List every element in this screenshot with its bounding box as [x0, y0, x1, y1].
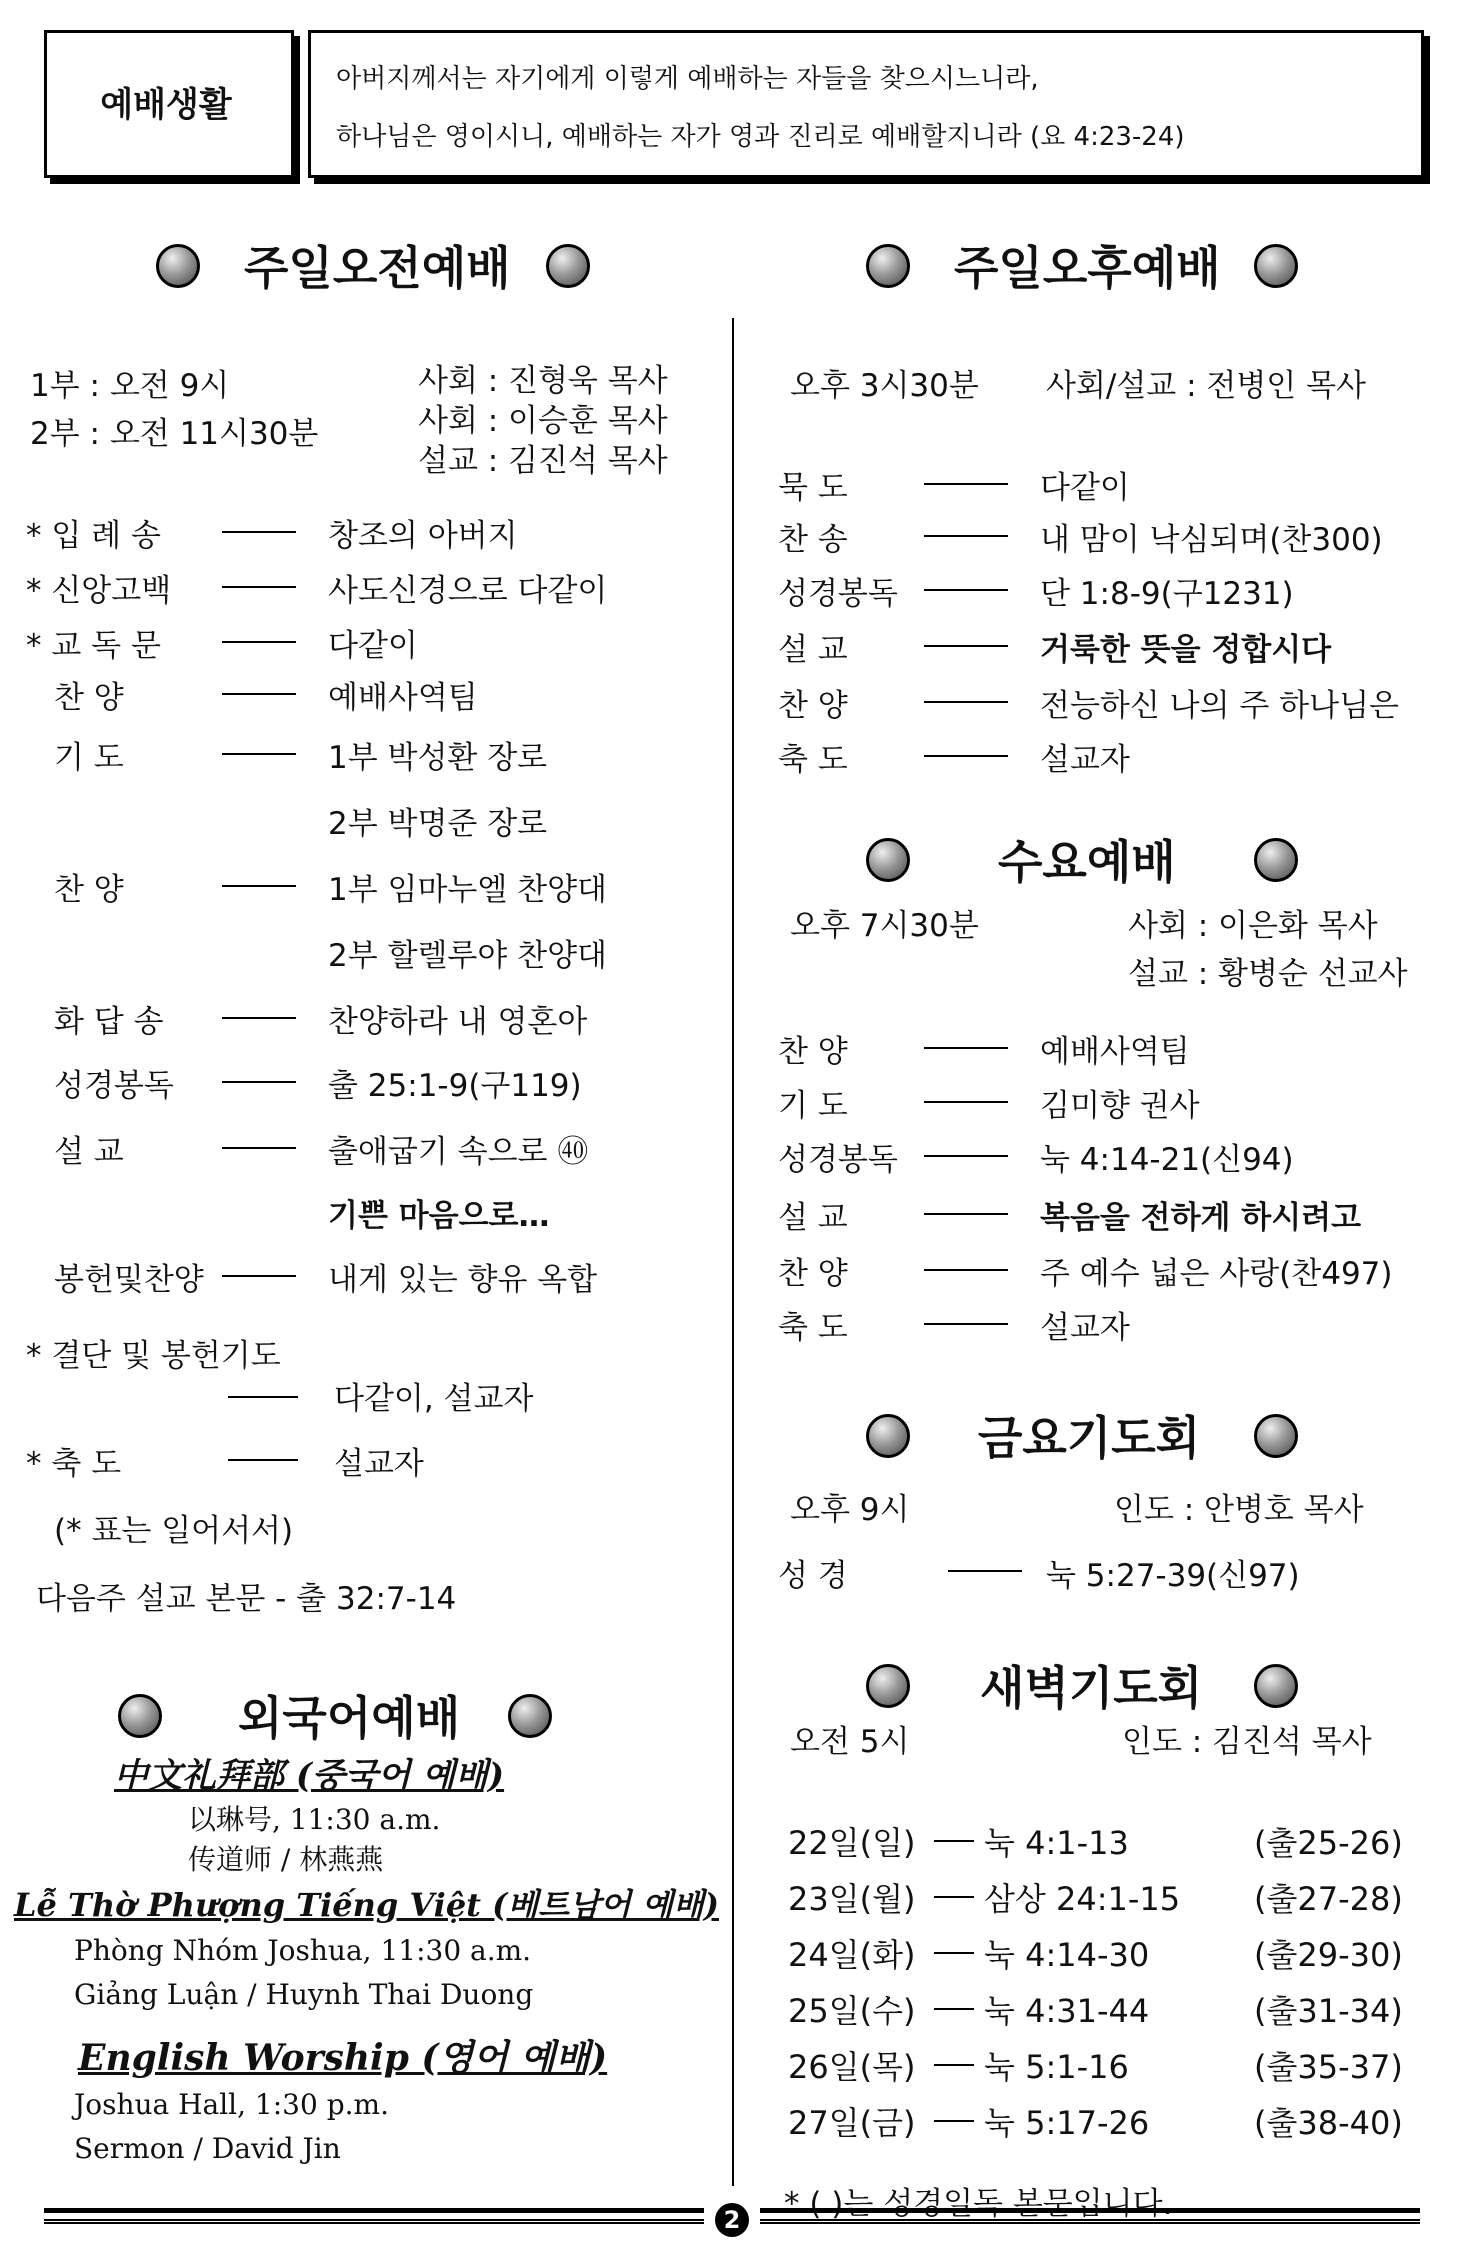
dash-line [222, 693, 296, 695]
dawn-day: 27일(금) [788, 2104, 916, 2142]
page-number: 2 [715, 2203, 749, 2237]
dash-line [222, 753, 296, 755]
dash-line [948, 1570, 1022, 1572]
bullet-ball-icon [118, 1694, 162, 1738]
order-value: 전능하신 나의 주 하나님은 [1040, 688, 1399, 724]
bullet-ball-icon [1254, 1664, 1298, 1708]
dash-line [924, 755, 1008, 757]
section-label: 예배생활 [100, 84, 232, 125]
dash-line [222, 586, 296, 588]
order-label: 찬 양 [778, 1256, 848, 1292]
order-label: 찬 양 [778, 1034, 848, 1070]
viet-line-2: Giảng Luận / Huynh Thai Duong [74, 1978, 534, 2011]
order-label: 찬 송 [778, 522, 848, 558]
wednesday-host: 사회 : 이은화 목사 [1128, 908, 1378, 944]
chinese-line-2: 传道师 / 林燕燕 [188, 1843, 384, 1876]
friday-time: 오후 9시 [790, 1492, 910, 1528]
next-week-text: 다음주 설교 본문 - 출 32:7-14 [36, 1581, 457, 1617]
dawn-day: 26일(목) [788, 2048, 916, 2086]
stand-note: (* 표는 일어서서) [54, 1513, 294, 1549]
order-value: 1부 임마누엘 찬양대 [328, 872, 607, 908]
dash-line [934, 2064, 974, 2066]
dawn-day: 24일(화) [788, 1936, 916, 1974]
morning-preacher: 설교 : 김진석 목사 [418, 443, 668, 479]
order-label: 화 답 송 [54, 1004, 164, 1040]
dash-line [222, 641, 296, 643]
order-label: * 교 독 문 [26, 628, 161, 664]
dawn-passage: 눅 4:1-13 [984, 1824, 1129, 1862]
viet-line-1: Phòng Nhóm Joshua, 11:30 a.m. [74, 1934, 532, 1967]
order-label: 설 교 [778, 632, 848, 668]
dash-line [228, 1459, 298, 1461]
blessing-label: * 축 도 [26, 1446, 122, 1482]
order-label: * 입 례 송 [26, 518, 161, 554]
order-label: 기 도 [778, 1088, 848, 1124]
dash-line [924, 1213, 1008, 1215]
order-value: 예배사역팀 [328, 680, 478, 716]
order-value: 설교자 [1040, 742, 1130, 778]
blessing-value: 설교자 [334, 1446, 424, 1482]
dawn-reading: (출29-30) [1254, 1936, 1403, 1974]
afternoon-host: 사회/설교 : 전병인 목사 [1046, 368, 1366, 404]
dash-line [924, 1047, 1008, 1049]
dash-line [924, 1269, 1008, 1271]
dawn-passage: 눅 5:17-26 [984, 2104, 1150, 2142]
friday-leader: 인도 : 안병호 목사 [1114, 1492, 1364, 1528]
dash-line [222, 1081, 296, 1083]
dash-line [222, 1017, 296, 1019]
wednesday-preacher: 설교 : 황병순 선교사 [1128, 956, 1408, 992]
order-label: 축 도 [778, 742, 848, 778]
dawn-leader: 인도 : 김진석 목사 [1122, 1724, 1372, 1760]
order-value: 기쁜 마음으로… [328, 1198, 550, 1234]
dash-line [924, 1101, 1008, 1103]
dash-line [222, 531, 296, 533]
order-label: * 신앙고백 [26, 573, 172, 609]
bullet-ball-icon [866, 244, 910, 288]
dash-line [222, 1275, 296, 1277]
order-value: 설교자 [1040, 1310, 1130, 1346]
order-value: 창조의 아버지 [328, 518, 518, 554]
order-label: 찬 양 [778, 688, 848, 724]
english-line-2: Sermon / David Jin [74, 2132, 341, 2165]
dawn-reading: (출31-34) [1254, 1992, 1403, 2030]
dash-line [222, 885, 296, 887]
order-value: 찬양하라 내 영혼아 [328, 1004, 588, 1040]
english-line-1: Joshua Hall, 1:30 p.m. [74, 2088, 389, 2121]
morning-host-1: 사회 : 진형욱 목사 [418, 363, 668, 399]
closing-label: * 결단 및 봉헌기도 [26, 1338, 281, 1374]
friday-title: 금요기도회 [978, 1411, 1201, 1465]
morning-host-2: 사회 : 이승훈 목사 [418, 403, 668, 439]
order-value: 2부 박명준 장로 [328, 806, 548, 842]
bullet-ball-icon [156, 244, 200, 288]
dash-line [228, 1396, 298, 1398]
column-divider [732, 318, 734, 2186]
order-value: 주 예수 넓은 사랑(찬497) [1040, 1256, 1393, 1292]
order-label: 성경봉독 [778, 1142, 898, 1178]
afternoon-title: 주일오후예배 [954, 241, 1221, 295]
order-label: 축 도 [778, 1310, 848, 1346]
dash-line [934, 1952, 974, 1954]
order-label: 묵 도 [778, 470, 848, 506]
english-title: English Worship (영어 예배) [78, 2037, 608, 2079]
order-value: 눅 4:14-21(신94) [1040, 1142, 1294, 1178]
wednesday-title: 수요예배 [998, 835, 1176, 889]
dawn-time: 오전 5시 [790, 1724, 910, 1760]
quote-line-1: 아버지께서는 자기에게 이렇게 예배하는 자들을 찾으시느니라, [336, 64, 1039, 94]
dash-line [934, 2120, 974, 2122]
bullet-ball-icon [866, 1664, 910, 1708]
order-value: 출 25:1-9(구119) [328, 1068, 582, 1104]
dawn-note: * ( )는 성경일독 본문입니다. [784, 2186, 1173, 2222]
dawn-passage: 눅 4:14-30 [984, 1936, 1150, 1974]
dash-line [934, 2008, 974, 2010]
order-label: 성경봉독 [778, 576, 898, 612]
bullet-ball-icon [866, 838, 910, 882]
foreign-title: 외국어예배 [238, 1691, 461, 1745]
order-value: 단 1:8-9(구1231) [1040, 576, 1294, 612]
order-label: 찬 양 [54, 680, 124, 716]
bullet-ball-icon [866, 1414, 910, 1458]
chinese-line-1: 以琳号, 11:30 a.m. [188, 1803, 441, 1836]
order-value: 1부 박성환 장로 [328, 740, 548, 776]
header-quote [308, 30, 1418, 172]
closing-value: 다같이, 설교자 [334, 1381, 534, 1417]
bullet-ball-icon [546, 244, 590, 288]
dash-line [934, 1840, 974, 1842]
dawn-title: 새벽기도회 [980, 1661, 1203, 1715]
bullet-ball-icon [508, 1694, 552, 1738]
dawn-day: 23일(월) [788, 1880, 916, 1918]
order-value: 김미향 권사 [1040, 1088, 1200, 1124]
footer-rule-left [44, 2208, 704, 2224]
order-value: 내 맘이 낙심되며(찬300) [1040, 522, 1383, 558]
order-value: 출애굽기 속으로 ㊵ [328, 1134, 589, 1170]
friday-scripture-value: 눅 5:27-39(신97) [1046, 1558, 1300, 1594]
order-value: 예배사역팀 [1040, 1034, 1190, 1070]
order-label: 성경봉독 [54, 1068, 174, 1104]
order-value: 거룩한 뜻을 정합시다 [1040, 632, 1332, 668]
order-value: 사도신경으로 다같이 [328, 573, 608, 609]
viet-title: Lễ Thờ Phượng Tiếng Việt (베트남어 예배) [14, 1886, 719, 1924]
footer-rule-right [760, 2208, 1420, 2224]
dawn-day: 25일(수) [788, 1992, 916, 2030]
dash-line [924, 645, 1008, 647]
order-label: 봉헌및찬양 [54, 1262, 204, 1298]
order-value: 2부 할렐루야 찬양대 [328, 938, 607, 974]
bullet-ball-icon [1254, 1414, 1298, 1458]
dawn-passage: 눅 5:1-16 [984, 2048, 1129, 2086]
wednesday-time: 오후 7시30분 [790, 908, 979, 944]
dawn-reading: (출25-26) [1254, 1824, 1403, 1862]
order-value: 복음을 전하게 하시려고 [1040, 1200, 1362, 1236]
dawn-day: 22일(일) [788, 1824, 916, 1862]
dash-line [924, 483, 1008, 485]
dash-line [924, 1155, 1008, 1157]
dawn-reading: (출35-37) [1254, 2048, 1403, 2086]
afternoon-time: 오후 3시30분 [790, 368, 979, 404]
dawn-reading: (출27-28) [1254, 1880, 1403, 1918]
dash-line [924, 589, 1008, 591]
order-label: 기 도 [54, 740, 124, 776]
order-label: 설 교 [778, 1200, 848, 1236]
dawn-passage: 눅 4:31-44 [984, 1992, 1150, 2030]
morning-time-1: 1부 : 오전 9시 [30, 368, 230, 404]
order-value: 내게 있는 향유 옥합 [328, 1262, 598, 1298]
dash-line [934, 1896, 974, 1898]
dawn-passage: 삼상 24:1-15 [984, 1880, 1181, 1918]
chinese-title: 中文礼拜部 (중국어 예배) [114, 1756, 505, 1796]
quote-line-2: 하나님은 영이시니, 예배하는 자가 영과 진리로 예배할지니라 (요 4:23-24) [336, 122, 1185, 152]
order-label: 설 교 [54, 1134, 124, 1170]
order-value: 다같이 [1040, 470, 1130, 506]
dawn-reading: (출38-40) [1254, 2104, 1403, 2142]
dash-line [222, 1147, 296, 1149]
dash-line [924, 701, 1008, 703]
morning-title: 주일오전예배 [244, 241, 511, 295]
bullet-ball-icon [1254, 244, 1298, 288]
order-label: 찬 양 [54, 872, 124, 908]
dash-line [924, 1323, 1008, 1325]
morning-time-2: 2부 : 오전 11시30분 [30, 416, 319, 452]
order-value: 다같이 [328, 628, 418, 664]
bullet-ball-icon [1254, 838, 1298, 882]
friday-scripture-label: 성 경 [778, 1558, 848, 1594]
dash-line [924, 535, 1008, 537]
